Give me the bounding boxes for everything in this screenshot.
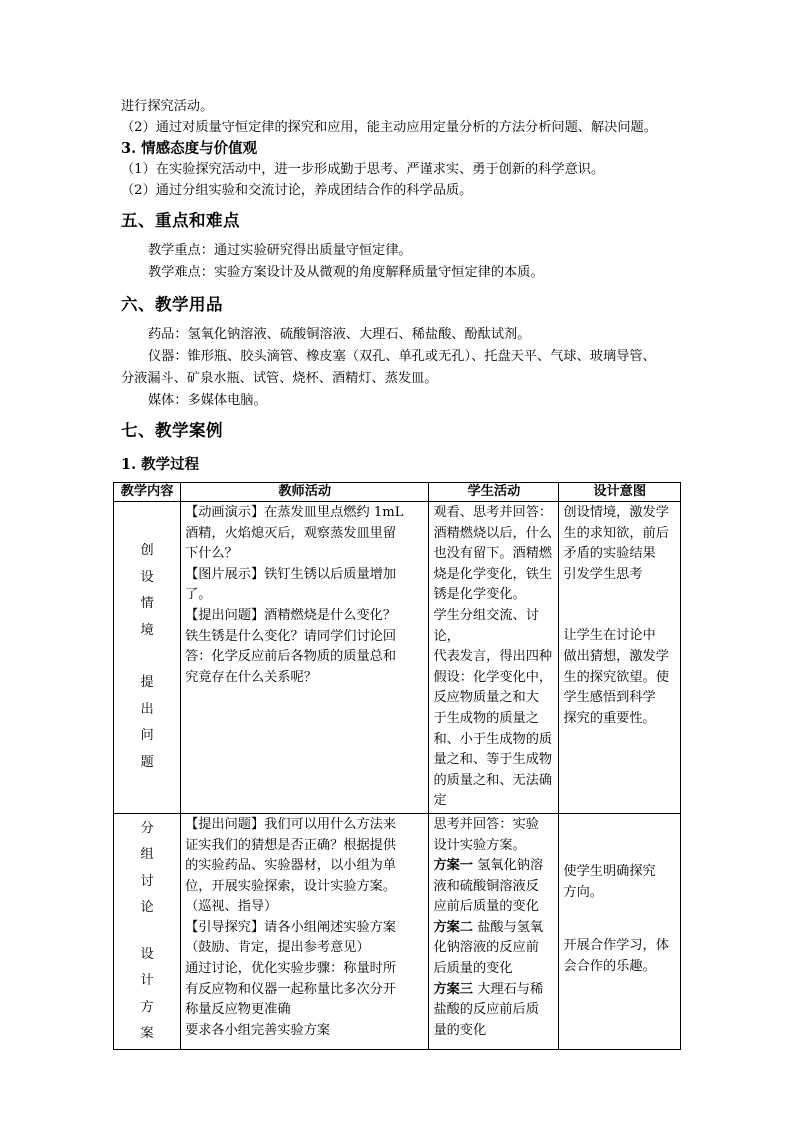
teaching-process-table [113, 482, 681, 1050]
row2-teacher-activity: 【提出问题】我们可以用什么方法来 证实我们的猜想是否正确？根据提供 的实验药品、实验器材，以小组为单 位，开展实验探索，设计实验方案。 （巡视、指导） 【引导探究】请各小组阐述实验方案 （鼓励、肯定，提出参考意见） 通过讨论，优化实验步骤：称量时所 有反应物和仪器一起称量比多次分开 称量反应物更准确 要求各小组完善实验方案 [181, 813, 429, 1049]
drugs-line: 药品：氢氧化钠溶液、硫酸铜溶液、大理石、稀盐酸、酚酞试剂。 [148, 327, 531, 342]
table-row [114, 502, 681, 814]
intro-line-1: 进行探究活动。 [121, 99, 214, 114]
section-3-item-1: （1）在实验探究活动中，进一步形成勤于思考、严谨求实、勇于创新的科学意识。 [121, 162, 605, 177]
section-3-item-2: （2）通过分组实验和交流讨论，养成团结合作的科学品质。 [121, 183, 473, 198]
plan-3-label: 方案三 [433, 981, 473, 997]
media-line: 媒体：多媒体电脑。 [148, 393, 267, 408]
row1-design-intent: 创设情境，激发学 生的求知欲，前后 矛盾的实验结果 引发学生思考 让学生在讨论中 做出猜想，激发学 生的探究欲望。使 学生感悟到科学 探究的重要性。 [559, 502, 681, 814]
table-row [114, 813, 681, 1049]
instruments-line-2: 分液漏斗、矿泉水瓶、试管、烧杯、酒精灯、蒸发皿。 [121, 371, 438, 386]
row2-content: 分 组 讨 论 设 计 方 案 [114, 813, 181, 1049]
row1-student-activity: 观看、思考并回答： 酒精燃烧以后，什么 也没有留下。酒精燃 烧是化学变化，铁生 锈是化学变化。 学生分组交流、讨论， 代表发言，得出四种 假设：化学变化中， 反应物质量之和大 于生成物的质量之 和、小于生成物的质 量之和、等于生成物 的质量之和、无法确 定 [429, 502, 559, 814]
table-header-row [114, 483, 681, 502]
section-7-title: 七、教学案例 [121, 421, 223, 440]
section-5-title: 五、重点和难点 [121, 211, 240, 230]
header-design: 设计意图 [559, 483, 681, 502]
plan-2-label: 方案二 [433, 919, 473, 935]
section-3-title: 3. 情感态度与价值观 [121, 140, 258, 157]
row1-teacher-activity: 【动画演示】在蒸发皿里点燃约 1mL 酒精，火焰熄灭后，观察蒸发皿里留 下什么？ 【图片展示】铁钉生锈以后质量增加 了。 【提出问题】酒精燃烧是什么变化？ 铁生锈是什么变化？请同学们讨论回 答：化学反应前后各物质的质量总和 究竟存在什么关系呢？ [181, 502, 429, 814]
intro-line-2: （2）通过对质量守恒定律的探究和应用，能主动应用定量分析的方法分析问题、解决问题。 [121, 120, 657, 135]
instruments-line-1: 仪器：锥形瓶、胶头滴管、橡皮塞（双孔、单孔或无孔）、托盘天平、气球、玻璃导管、 [148, 349, 656, 364]
row1-content: 创 设 情 境 提 出 问 题 [114, 502, 181, 814]
row2-student-activity: 思考并回答：实验 设计实验方案。 方案一 氢氧化钠溶 液和硫酸铜溶液反 应前后质量的变化 方案二 盐酸与氢氧 化钠溶液的反应前 后质量的变化 方案三 大理石与稀 盐酸的反应前后质 量的变化 [429, 813, 559, 1049]
header-content: 教学内容 [114, 483, 181, 502]
teaching-process-title: 1. 教学过程 [121, 456, 200, 473]
key-point: 教学重点：通过实验研究得出质量守恒定律。 [148, 243, 412, 258]
difficulty-point: 教学难点：实验方案设计及从微观的角度解释质量守恒定律的本质。 [148, 265, 544, 280]
header-student: 学生活动 [429, 483, 559, 502]
section-6-title: 六、教学用品 [121, 295, 223, 314]
row2-design-intent: 使学生明确探究 方向。 开展合作学习，体 会合作的乐趣。 [559, 813, 681, 1049]
header-teacher: 教师活动 [181, 483, 429, 502]
plan-1-label: 方案一 [433, 858, 473, 874]
